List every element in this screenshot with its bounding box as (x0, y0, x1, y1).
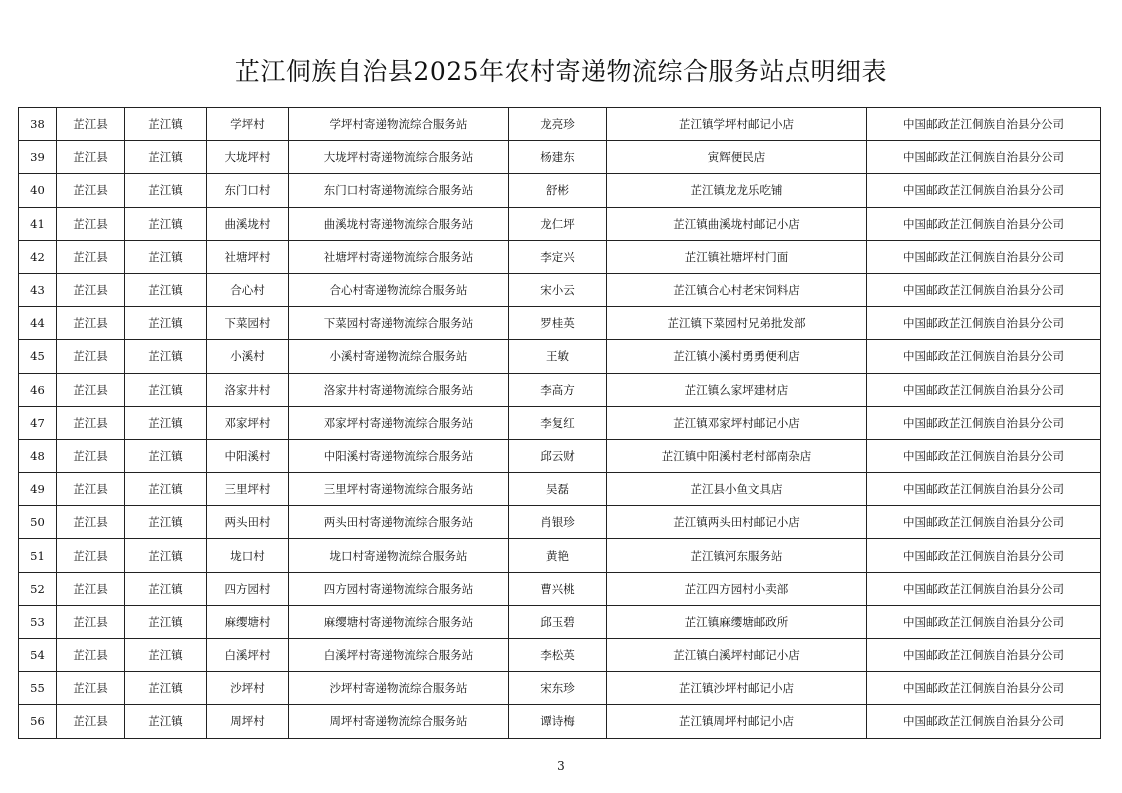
table-row (19, 108, 1101, 141)
county-cell: 芷江县 (57, 307, 125, 340)
table-row (19, 672, 1101, 705)
station-name-cell: 三里坪村寄递物流综合服务站 (289, 473, 509, 506)
county-cell: 芷江县 (57, 174, 125, 207)
company-cell: 中国邮政芷江侗族自治县分公司 (867, 473, 1101, 506)
station-name-cell: 白溪坪村寄递物流综合服务站 (289, 639, 509, 672)
row-number-cell: 47 (19, 406, 57, 439)
county-cell: 芷江县 (57, 108, 125, 141)
village-cell: 下菜园村 (207, 307, 289, 340)
contact-person-cell: 宋小云 (509, 273, 607, 306)
station-name-cell: 中阳溪村寄递物流综合服务站 (289, 439, 509, 472)
table-row (19, 705, 1101, 738)
row-number-cell: 40 (19, 174, 57, 207)
contact-person-cell: 李高方 (509, 373, 607, 406)
store-name-cell: 芷江镇小溪村勇勇便利店 (607, 340, 867, 373)
store-name-cell: 芷江镇曲溪垅村邮记小店 (607, 207, 867, 240)
row-number-cell: 46 (19, 373, 57, 406)
store-name-cell: 芷江镇沙坪村邮记小店 (607, 672, 867, 705)
town-cell: 芷江镇 (125, 572, 207, 605)
row-number-cell: 43 (19, 273, 57, 306)
contact-person-cell: 黄艳 (509, 539, 607, 572)
village-cell: 小溪村 (207, 340, 289, 373)
county-cell: 芷江县 (57, 639, 125, 672)
contact-person-cell: 肖银珍 (509, 506, 607, 539)
village-cell: 东门口村 (207, 174, 289, 207)
store-name-cell: 寅辉便民店 (607, 141, 867, 174)
contact-person-cell: 曹兴桃 (509, 572, 607, 605)
station-name-cell: 小溪村寄递物流综合服务站 (289, 340, 509, 373)
company-cell: 中国邮政芷江侗族自治县分公司 (867, 639, 1101, 672)
store-name-cell: 芷江镇河东服务站 (607, 539, 867, 572)
table-row (19, 373, 1101, 406)
row-number-cell: 55 (19, 672, 57, 705)
town-cell: 芷江镇 (125, 605, 207, 638)
company-cell: 中国邮政芷江侗族自治县分公司 (867, 705, 1101, 738)
contact-person-cell: 罗桂英 (509, 307, 607, 340)
page-title: 芷江侗族自治县2025年农村寄递物流综合服务站点明细表 (234, 57, 888, 86)
contact-person-cell: 杨建东 (509, 141, 607, 174)
station-name-cell: 周坪村寄递物流综合服务站 (289, 705, 509, 738)
village-cell: 沙坪村 (207, 672, 289, 705)
county-cell: 芷江县 (57, 672, 125, 705)
store-name-cell: 芷江镇社塘坪村门面 (607, 240, 867, 273)
store-name-cell: 芷江四方园村小卖部 (607, 572, 867, 605)
station-name-cell: 麻缨塘村寄递物流综合服务站 (289, 605, 509, 638)
town-cell: 芷江镇 (125, 705, 207, 738)
row-number-cell: 42 (19, 240, 57, 273)
store-name-cell: 芷江镇学坪村邮记小店 (607, 108, 867, 141)
town-cell: 芷江镇 (125, 672, 207, 705)
contact-person-cell: 王敏 (509, 340, 607, 373)
county-cell: 芷江县 (57, 572, 125, 605)
table-row (19, 506, 1101, 539)
station-name-cell: 两头田村寄递物流综合服务站 (289, 506, 509, 539)
station-name-cell: 四方园村寄递物流综合服务站 (289, 572, 509, 605)
company-cell: 中国邮政芷江侗族自治县分公司 (867, 307, 1101, 340)
station-table (18, 107, 1101, 739)
contact-person-cell: 舒彬 (509, 174, 607, 207)
table-row (19, 406, 1101, 439)
row-number-cell: 38 (19, 108, 57, 141)
contact-person-cell: 邱云财 (509, 439, 607, 472)
row-number-cell: 50 (19, 506, 57, 539)
contact-person-cell: 李定兴 (509, 240, 607, 273)
contact-person-cell: 邱玉碧 (509, 605, 607, 638)
row-number-cell: 44 (19, 307, 57, 340)
contact-person-cell: 龙亮珍 (509, 108, 607, 141)
village-cell: 社塘坪村 (207, 240, 289, 273)
store-name-cell: 芷江镇两头田村邮记小店 (607, 506, 867, 539)
store-name-cell: 芷江镇龙龙乐吃铺 (607, 174, 867, 207)
table-body (19, 108, 1101, 739)
county-cell: 芷江县 (57, 406, 125, 439)
town-cell: 芷江镇 (125, 406, 207, 439)
town-cell: 芷江镇 (125, 639, 207, 672)
station-name-cell: 下菜园村寄递物流综合服务站 (289, 307, 509, 340)
village-cell: 三里坪村 (207, 473, 289, 506)
station-name-cell: 东门口村寄递物流综合服务站 (289, 174, 509, 207)
station-name-cell: 曲溪垅村寄递物流综合服务站 (289, 207, 509, 240)
county-cell: 芷江县 (57, 340, 125, 373)
table-row (19, 273, 1101, 306)
store-name-cell: 芷江镇中阳溪村老村部南杂店 (607, 439, 867, 472)
table-row (19, 141, 1101, 174)
company-cell: 中国邮政芷江侗族自治县分公司 (867, 506, 1101, 539)
company-cell: 中国邮政芷江侗族自治县分公司 (867, 207, 1101, 240)
store-name-cell: 芷江镇下菜园村兄弟批发部 (607, 307, 867, 340)
row-number-cell: 48 (19, 439, 57, 472)
station-name-cell: 邓家坪村寄递物流综合服务站 (289, 406, 509, 439)
table-row (19, 639, 1101, 672)
county-cell: 芷江县 (57, 705, 125, 738)
table-row (19, 439, 1101, 472)
company-cell: 中国邮政芷江侗族自治县分公司 (867, 406, 1101, 439)
village-cell: 曲溪垅村 (207, 207, 289, 240)
town-cell: 芷江镇 (125, 174, 207, 207)
village-cell: 白溪坪村 (207, 639, 289, 672)
station-name-cell: 大垅坪村寄递物流综合服务站 (289, 141, 509, 174)
company-cell: 中国邮政芷江侗族自治县分公司 (867, 373, 1101, 406)
village-cell: 四方园村 (207, 572, 289, 605)
station-name-cell: 社塘坪村寄递物流综合服务站 (289, 240, 509, 273)
company-cell: 中国邮政芷江侗族自治县分公司 (867, 174, 1101, 207)
row-number-cell: 52 (19, 572, 57, 605)
village-cell: 大垅坪村 (207, 141, 289, 174)
row-number-cell: 49 (19, 473, 57, 506)
row-number-cell: 39 (19, 141, 57, 174)
store-name-cell: 芷江县小鱼文具店 (607, 473, 867, 506)
county-cell: 芷江县 (57, 605, 125, 638)
company-cell: 中国邮政芷江侗族自治县分公司 (867, 141, 1101, 174)
station-name-cell: 沙坪村寄递物流综合服务站 (289, 672, 509, 705)
contact-person-cell: 李复红 (509, 406, 607, 439)
village-cell: 洛家井村 (207, 373, 289, 406)
town-cell: 芷江镇 (125, 273, 207, 306)
row-number-cell: 45 (19, 340, 57, 373)
table-row (19, 572, 1101, 605)
table-row (19, 340, 1101, 373)
company-cell: 中国邮政芷江侗族自治县分公司 (867, 273, 1101, 306)
store-name-cell: 芷江镇么家坪建材店 (607, 373, 867, 406)
store-name-cell: 芷江镇周坪村邮记小店 (607, 705, 867, 738)
town-cell: 芷江镇 (125, 373, 207, 406)
contact-person-cell: 谭诗梅 (509, 705, 607, 738)
town-cell: 芷江镇 (125, 207, 207, 240)
company-cell: 中国邮政芷江侗族自治县分公司 (867, 605, 1101, 638)
station-name-cell: 学坪村寄递物流综合服务站 (289, 108, 509, 141)
county-cell: 芷江县 (57, 373, 125, 406)
table-row (19, 539, 1101, 572)
table-row (19, 605, 1101, 638)
village-cell: 学坪村 (207, 108, 289, 141)
county-cell: 芷江县 (57, 207, 125, 240)
town-cell: 芷江镇 (125, 307, 207, 340)
village-cell: 麻缨塘村 (207, 605, 289, 638)
town-cell: 芷江镇 (125, 340, 207, 373)
county-cell: 芷江县 (57, 273, 125, 306)
store-name-cell: 芷江镇白溪坪村邮记小店 (607, 639, 867, 672)
village-cell: 两头田村 (207, 506, 289, 539)
company-cell: 中国邮政芷江侗族自治县分公司 (867, 572, 1101, 605)
table-row (19, 473, 1101, 506)
table-row (19, 174, 1101, 207)
town-cell: 芷江镇 (125, 473, 207, 506)
table-row (19, 307, 1101, 340)
station-name-cell: 垅口村寄递物流综合服务站 (289, 539, 509, 572)
row-number-cell: 53 (19, 605, 57, 638)
row-number-cell: 51 (19, 539, 57, 572)
contact-person-cell: 吴磊 (509, 473, 607, 506)
county-cell: 芷江县 (57, 539, 125, 572)
village-cell: 中阳溪村 (207, 439, 289, 472)
county-cell: 芷江县 (57, 506, 125, 539)
store-name-cell: 芷江镇麻缨塘邮政所 (607, 605, 867, 638)
company-cell: 中国邮政芷江侗族自治县分公司 (867, 439, 1101, 472)
town-cell: 芷江镇 (125, 506, 207, 539)
table-row (19, 240, 1101, 273)
county-cell: 芷江县 (57, 240, 125, 273)
company-cell: 中国邮政芷江侗族自治县分公司 (867, 108, 1101, 141)
company-cell: 中国邮政芷江侗族自治县分公司 (867, 240, 1101, 273)
contact-person-cell: 宋东珍 (509, 672, 607, 705)
town-cell: 芷江镇 (125, 240, 207, 273)
station-name-cell: 洛家井村寄递物流综合服务站 (289, 373, 509, 406)
town-cell: 芷江镇 (125, 141, 207, 174)
station-name-cell: 合心村寄递物流综合服务站 (289, 273, 509, 306)
town-cell: 芷江镇 (125, 439, 207, 472)
row-number-cell: 41 (19, 207, 57, 240)
company-cell: 中国邮政芷江侗族自治县分公司 (867, 340, 1101, 373)
county-cell: 芷江县 (57, 439, 125, 472)
town-cell: 芷江镇 (125, 539, 207, 572)
contact-person-cell: 李松英 (509, 639, 607, 672)
village-cell: 邓家坪村 (207, 406, 289, 439)
row-number-cell: 56 (19, 705, 57, 738)
row-number-cell: 54 (19, 639, 57, 672)
page-number: 3 (557, 759, 565, 773)
town-cell: 芷江镇 (125, 108, 207, 141)
village-cell: 周坪村 (207, 705, 289, 738)
company-cell: 中国邮政芷江侗族自治县分公司 (867, 672, 1101, 705)
store-name-cell: 芷江镇邓家坪村邮记小店 (607, 406, 867, 439)
table-row (19, 207, 1101, 240)
store-name-cell: 芷江镇合心村老宋饲料店 (607, 273, 867, 306)
company-cell: 中国邮政芷江侗族自治县分公司 (867, 539, 1101, 572)
village-cell: 垅口村 (207, 539, 289, 572)
contact-person-cell: 龙仁坪 (509, 207, 607, 240)
county-cell: 芷江县 (57, 141, 125, 174)
village-cell: 合心村 (207, 273, 289, 306)
county-cell: 芷江县 (57, 473, 125, 506)
